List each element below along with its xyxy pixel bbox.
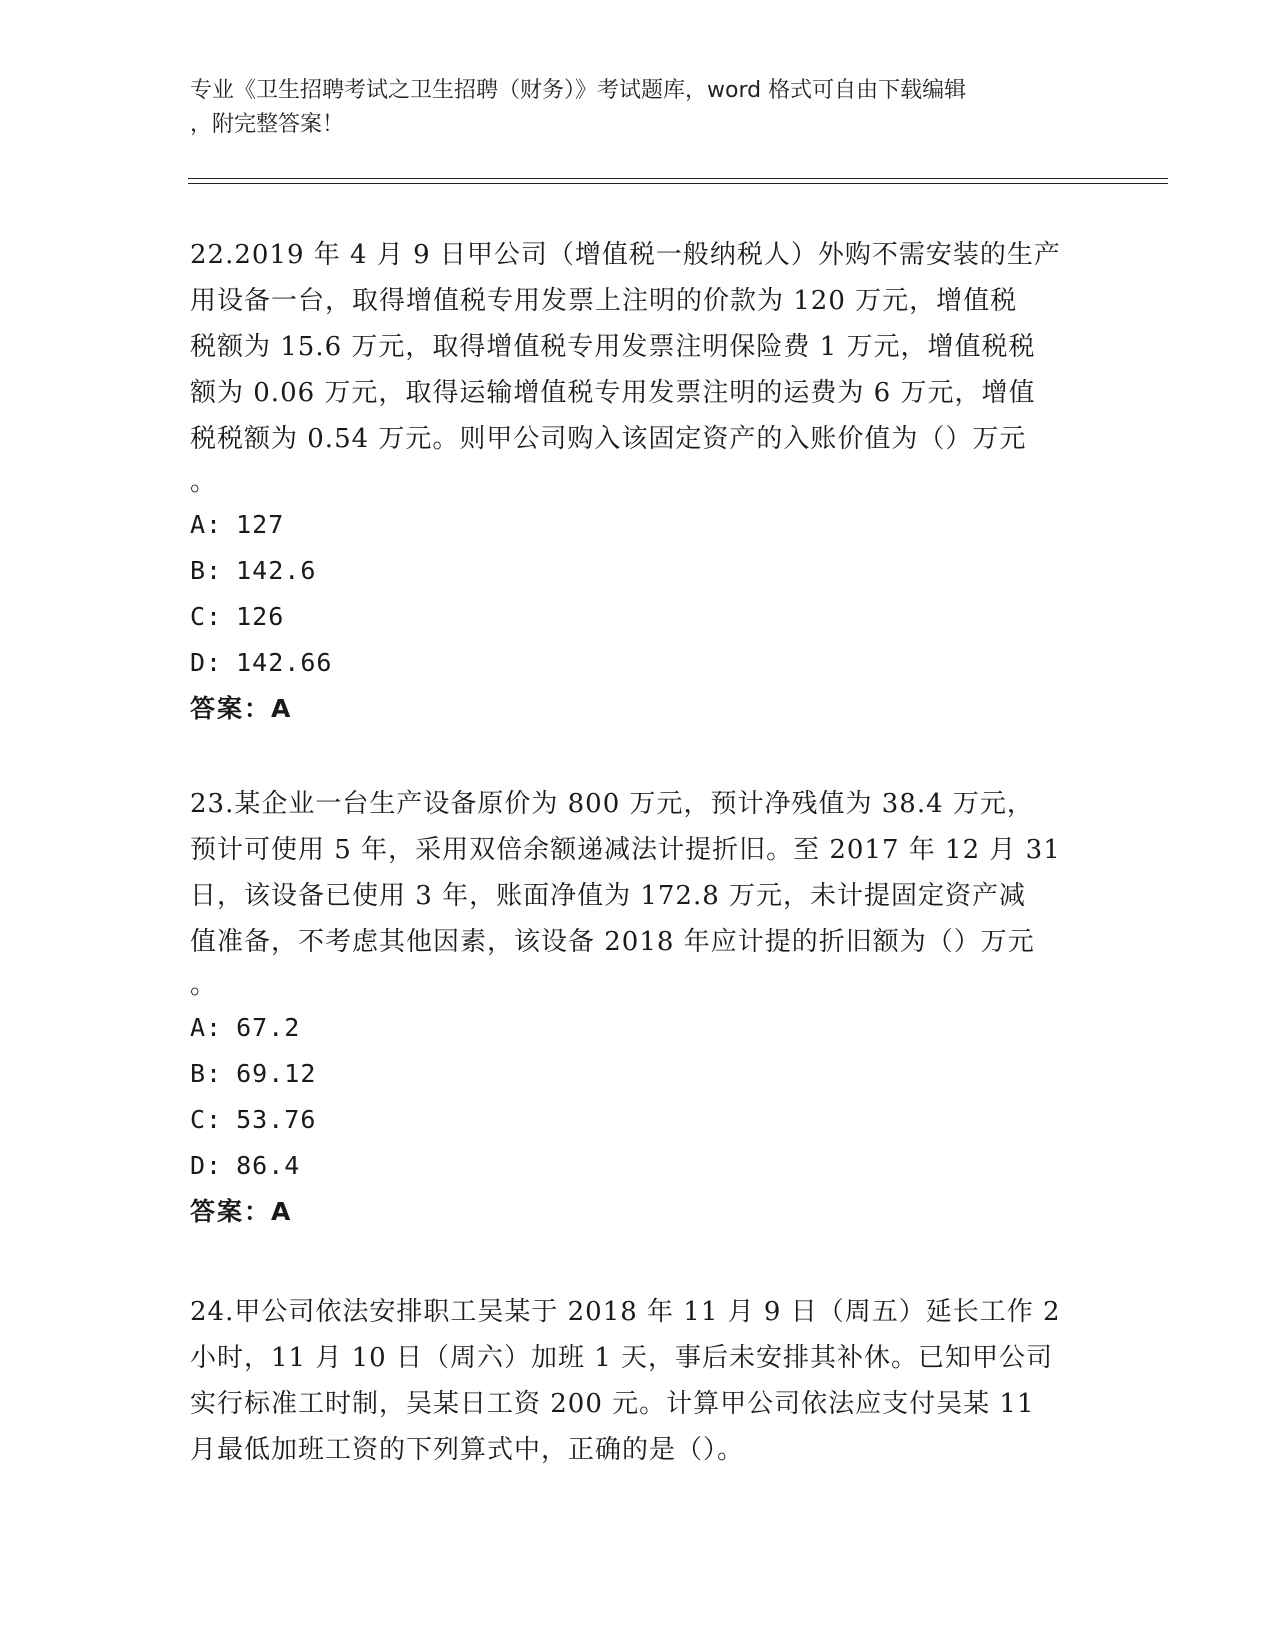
question-text-line: 税额为 15.6 万元，取得增值税专用发票注明保险费 1 万元，增值税税	[190, 332, 1036, 362]
option-label: C:	[190, 602, 223, 631]
question-text-line: 小时，11 月 10 日（周六）加班 1 天，事后未安排其补休。已知甲公司	[190, 1343, 1054, 1373]
option-value: 126	[236, 602, 285, 631]
question-text-line: 预计可使用 5 年，采用双倍余额递减法计提折旧。至 2017 年 12 月 31	[190, 835, 1061, 865]
answer-line: 答案：A	[190, 694, 293, 723]
option-label: B:	[190, 1059, 223, 1088]
question-text-line: 24.甲公司依法安排职工吴某于 2018 年 11 月 9 日（周五）延长工作 2	[190, 1297, 1061, 1327]
header-divider-bottom	[188, 183, 1168, 184]
question-23	[190, 781, 1110, 1235]
option-label: D:	[190, 648, 223, 677]
document-header	[190, 74, 1090, 142]
question-text-line: 日，该设备已使用 3 年，账面净值为 172.8 万元，未计提固定资产减	[190, 881, 1027, 911]
option-label: D:	[190, 1151, 223, 1180]
question-text-line: 值准备，不考虑其他因素，该设备 2018 年应计提的折旧额为（）万元	[190, 927, 1035, 957]
option-label: A:	[190, 1013, 223, 1042]
header-line: 专业《卫生招聘考试之卫生招聘（财务）》考试题库，word 格式可自由下载编辑	[190, 78, 967, 103]
question-text-line: 额为 0.06 万元，取得运输增值税专用发票注明的运费为 6 万元，增值	[190, 378, 1036, 408]
option-value: 142.66	[236, 648, 333, 677]
question-text-line: 月最低加班工资的下列算式中，正确的是（）。	[190, 1435, 745, 1465]
question-text-line: 。	[190, 467, 218, 497]
question-24	[190, 1289, 1110, 1473]
option-b	[190, 1051, 1110, 1097]
option-label: B:	[190, 556, 223, 585]
option-label: A:	[190, 510, 223, 539]
question-text-line: 税税额为 0.54 万元。则甲公司购入该固定资产的入账价值为（）万元	[190, 424, 1027, 454]
option-value: 53.76	[236, 1105, 317, 1134]
answer-line: 答案：A	[190, 1197, 293, 1226]
option-a	[190, 502, 1110, 548]
option-value: 142.6	[236, 556, 317, 585]
question-text-line: 23.某企业一台生产设备原价为 800 万元，预计净残值为 38.4 万元，	[190, 789, 1034, 819]
option-value: 67.2	[236, 1013, 301, 1042]
option-d	[190, 1143, 1110, 1189]
option-c	[190, 1097, 1110, 1143]
header-line: ，附完整答案！	[190, 112, 345, 137]
option-value: 69.12	[236, 1059, 317, 1088]
question-22	[190, 232, 1110, 732]
option-b	[190, 548, 1110, 594]
option-c	[190, 594, 1110, 640]
option-a	[190, 1005, 1110, 1051]
option-value: 127	[236, 510, 285, 539]
question-text-line: 实行标准工时制，吴某日工资 200 元。计算甲公司依法应支付吴某 11	[190, 1389, 1035, 1419]
option-value: 86.4	[236, 1151, 301, 1180]
question-text-line: 22.2019 年 4 月 9 日甲公司（增值税一般纳税人）外购不需安装的生产	[190, 240, 1061, 270]
question-text-line: 。	[190, 970, 218, 1000]
question-text-line: 用设备一台，取得增值税专用发票上注明的价款为 120 万元，增值税	[190, 286, 1018, 316]
option-d	[190, 640, 1110, 686]
header-divider-top	[188, 178, 1168, 179]
option-label: C:	[190, 1105, 223, 1134]
